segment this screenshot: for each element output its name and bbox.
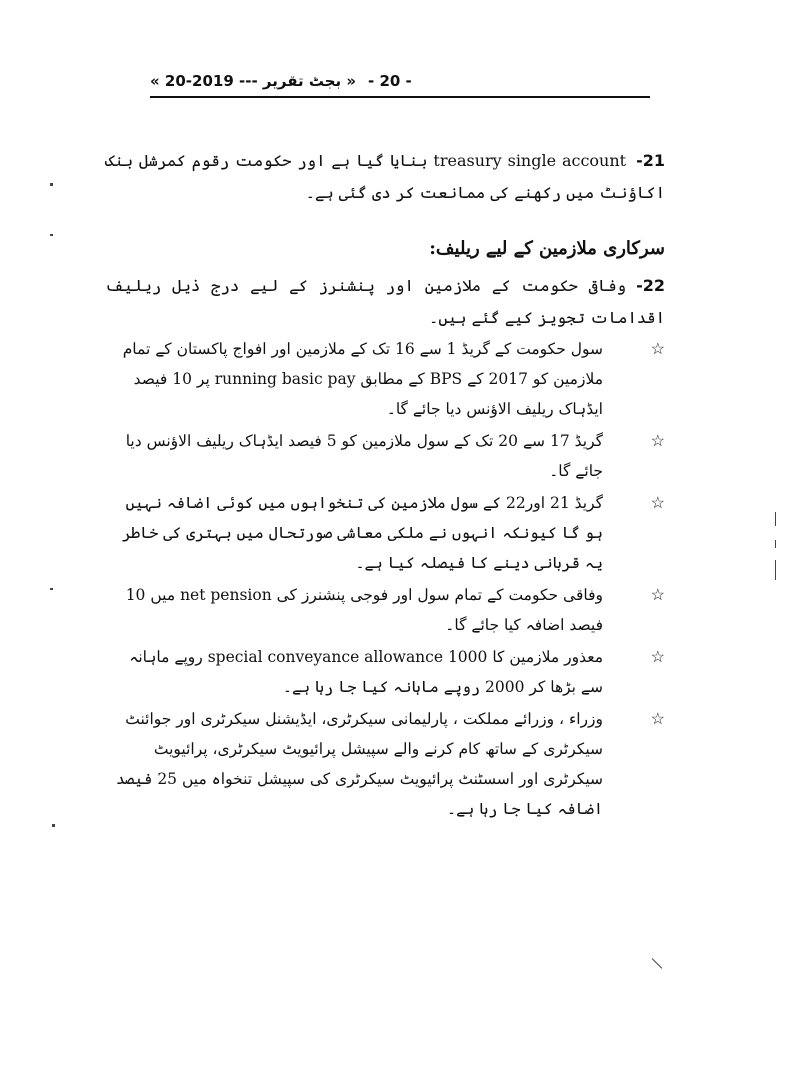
scan-dot: [50, 234, 53, 236]
list-item: [105, 704, 665, 824]
list-item-text: گریڈ 21 اور22 کے سول ملازمین کی تنخواہوں میں کوئی اضافہ نہیں ہو گا کیونکہ انہوں نے ملکی معاشی صورتحال میں بہتری کی خاطر یہ قربانی دینے کا فیصلہ کیا ہے۔: [121, 494, 603, 572]
header-rule: [150, 96, 650, 98]
list-item-text: وزراء ، وزرائے مملکت ، پارلیمانی سیکرٹری، ایڈیشنل سیکرٹری اور جوائنٹ سیکرٹری کے ساتھ کام کرنے والے سپیشل پرائیویٹ سیکرٹری، پرائیویٹ سیکرٹری اور اسسٹنٹ پرائیویٹ سیکرٹری کی سپیشل تنخواہ میں 25 فیصد اضافہ کیا جا رہا ہے۔: [116, 710, 603, 818]
list-item-text: گریڈ 17 سے 20 تک کے سول ملازمین کو 5 فیصد ایڈہاک ریلیف الاؤنس دیا جائے گا۔: [125, 432, 603, 480]
paragraph-number: 22-: [636, 276, 665, 295]
scan-dot: [50, 588, 53, 590]
paragraph-number: 21-: [636, 151, 666, 170]
relief-list: [105, 334, 665, 826]
header-title: « بجٹ تقریر --- 2019-20 »: [150, 72, 357, 90]
scan-line: [775, 512, 776, 526]
scan-dot: [52, 824, 55, 827]
page-header: [150, 68, 650, 96]
list-item: [105, 580, 665, 640]
list-item: [105, 488, 665, 578]
section-heading: سرکاری ملازمین کے لیے ریلیف:: [429, 238, 665, 259]
star-outline-icon: ☆: [650, 647, 665, 666]
scan-stroke: [652, 958, 663, 969]
paragraph-22: [105, 270, 665, 334]
star-outline-icon: ☆: [650, 431, 665, 450]
list-item-text: معذور ملازمین کا special conveyance allowance 1000 روپے ماہانہ سے بڑھا کر 2000 روپے ماہانہ کیا جا رہا ہے۔: [129, 648, 603, 696]
paragraph-text: وفاقی حکومت کے ملازمین اور پنشنرز کے لیے درج ذیل ریلیف اقدامات تجویز کیے گئے ہیں۔: [105, 276, 665, 327]
list-item: [105, 426, 665, 486]
list-item: [105, 642, 665, 702]
list-item-text: وفاقی حکومت کے تمام سول اور فوجی پنشنرز کی net pension میں 10 فیصد اضافہ کیا جائے گا۔: [125, 586, 603, 634]
list-item: [105, 334, 665, 424]
paragraph-text: treasury single account بنایا گیا ہے اور حکومت رقوم کمرشل بنک اکاؤنٹ میں رکھنے کی ممانعت کر دی گئی ہے۔: [105, 151, 665, 202]
star-outline-icon: ☆: [650, 585, 665, 604]
star-outline-icon: ☆: [650, 493, 665, 512]
scan-line: [775, 540, 776, 548]
scan-line: [775, 560, 776, 580]
list-item-text: سول حکومت کے گریڈ 1 سے 16 تک کے ملازمین اور افواج پاکستان کے تمام ملازمین کو 2017 کے BPS کے مطابق running basic pay پر 10 فیصد ایڈہاک ریلیف الاؤنس دیا جائے گا۔: [122, 340, 603, 418]
star-outline-icon: ☆: [650, 339, 665, 358]
scan-dot: [50, 183, 53, 186]
star-outline-icon: ☆: [650, 709, 665, 728]
paragraph-21: [105, 145, 665, 209]
page-number: - 20 -: [368, 72, 412, 90]
